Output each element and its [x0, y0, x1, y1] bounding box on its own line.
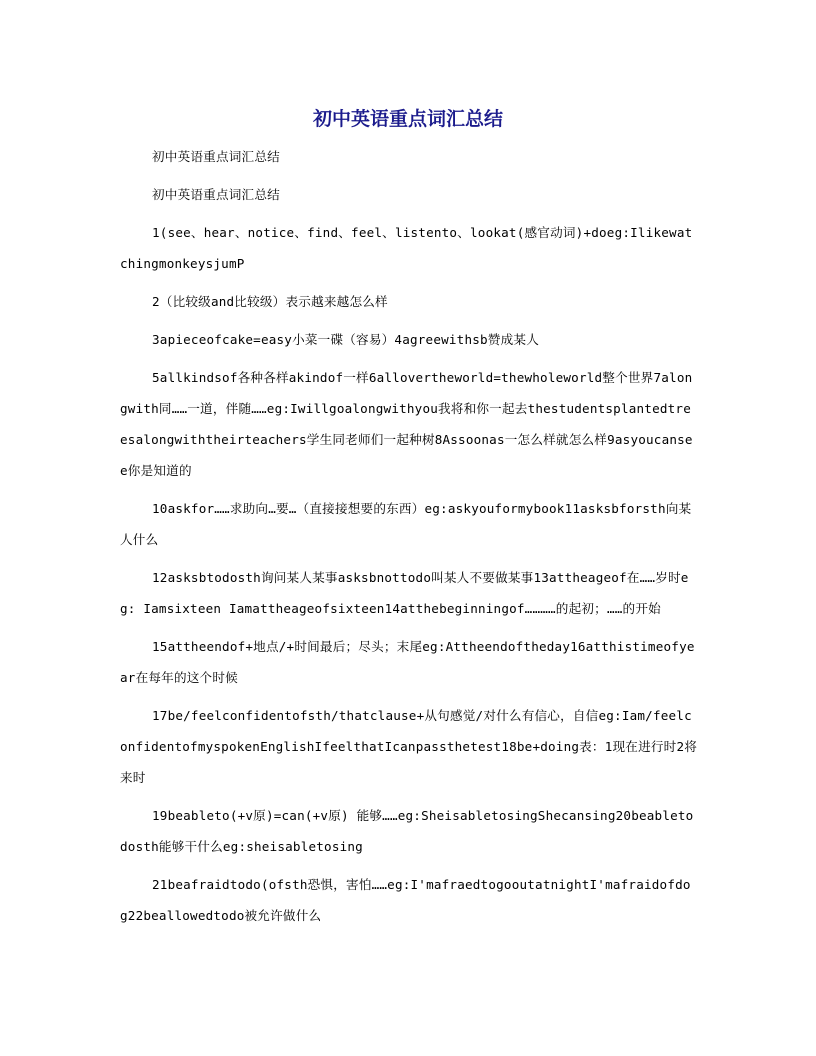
paragraph: 17be/feelconfidentofsth/thatclause+从句感觉/对什么有信心，自信eg:Iam/feelconfidentofmyspokenEnglishIfeelthatIcanpassthetest18be+doing表：1现在进行时2将来时 [120, 708, 698, 785]
document-title: 初中英语重点词汇总结 [312, 108, 503, 130]
paragraph: 初中英语重点词汇总结 [152, 149, 280, 164]
paragraph: 3apieceofcake=easy小菜一碟（容易）4agreewithsb赞成某人 [152, 332, 539, 347]
paragraph: 21beafraidtodo(ofsth恐惧，害怕……eg:I'mafraedtogooutatnightI'mafraidofdog22beallowedtodo被允许做什么 [120, 877, 691, 923]
paragraph: 1(see、hear、notice、find、feel、listento、lookat(感官动词)+doeg:IlikewatchingmonkeysjumP [120, 225, 693, 271]
paragraph: 10askfor……求助向…要…（直接接想要的东西）eg:askyouformybook11asksbforsth向某人什么 [120, 501, 692, 547]
paragraph: 15attheendof+地点/+时间最后；尽头；末尾eg:Attheendoftheday16atthistimeofyear在每年的这个时候 [120, 639, 695, 685]
paragraph: 5allkindsof各种各样akindof一样6allovertheworld=thewholeworld整个世界7alongwith同……一道，伴随……eg:Iwillgoalongwithyou我将和你一起去thestudentsplantedtreesalongwiththeirteachers学生同老师们一起种树8Assoonas一怎么样就怎么样9asyoucansee你是知道的 [120, 370, 693, 478]
document-body [120, 141, 698, 938]
paragraph: 12asksbtodosth询问某人某事asksbnottodo叫某人不要做某事13attheageof在……岁时eg: Iamsixteen Iamattheageofsixteen14atthebeginningof…………的起初；……的开始 [120, 570, 689, 616]
paragraph: 初中英语重点词汇总结 [152, 187, 280, 202]
paragraph: 19beableto(+v原)=can(+v原) 能够……eg:SheisabletosingShecansing20beabletodosth能够干什么eg:sheisabletosing [120, 808, 694, 854]
paragraph: 2（比较级and比较级）表示越来越怎么样 [152, 294, 388, 309]
